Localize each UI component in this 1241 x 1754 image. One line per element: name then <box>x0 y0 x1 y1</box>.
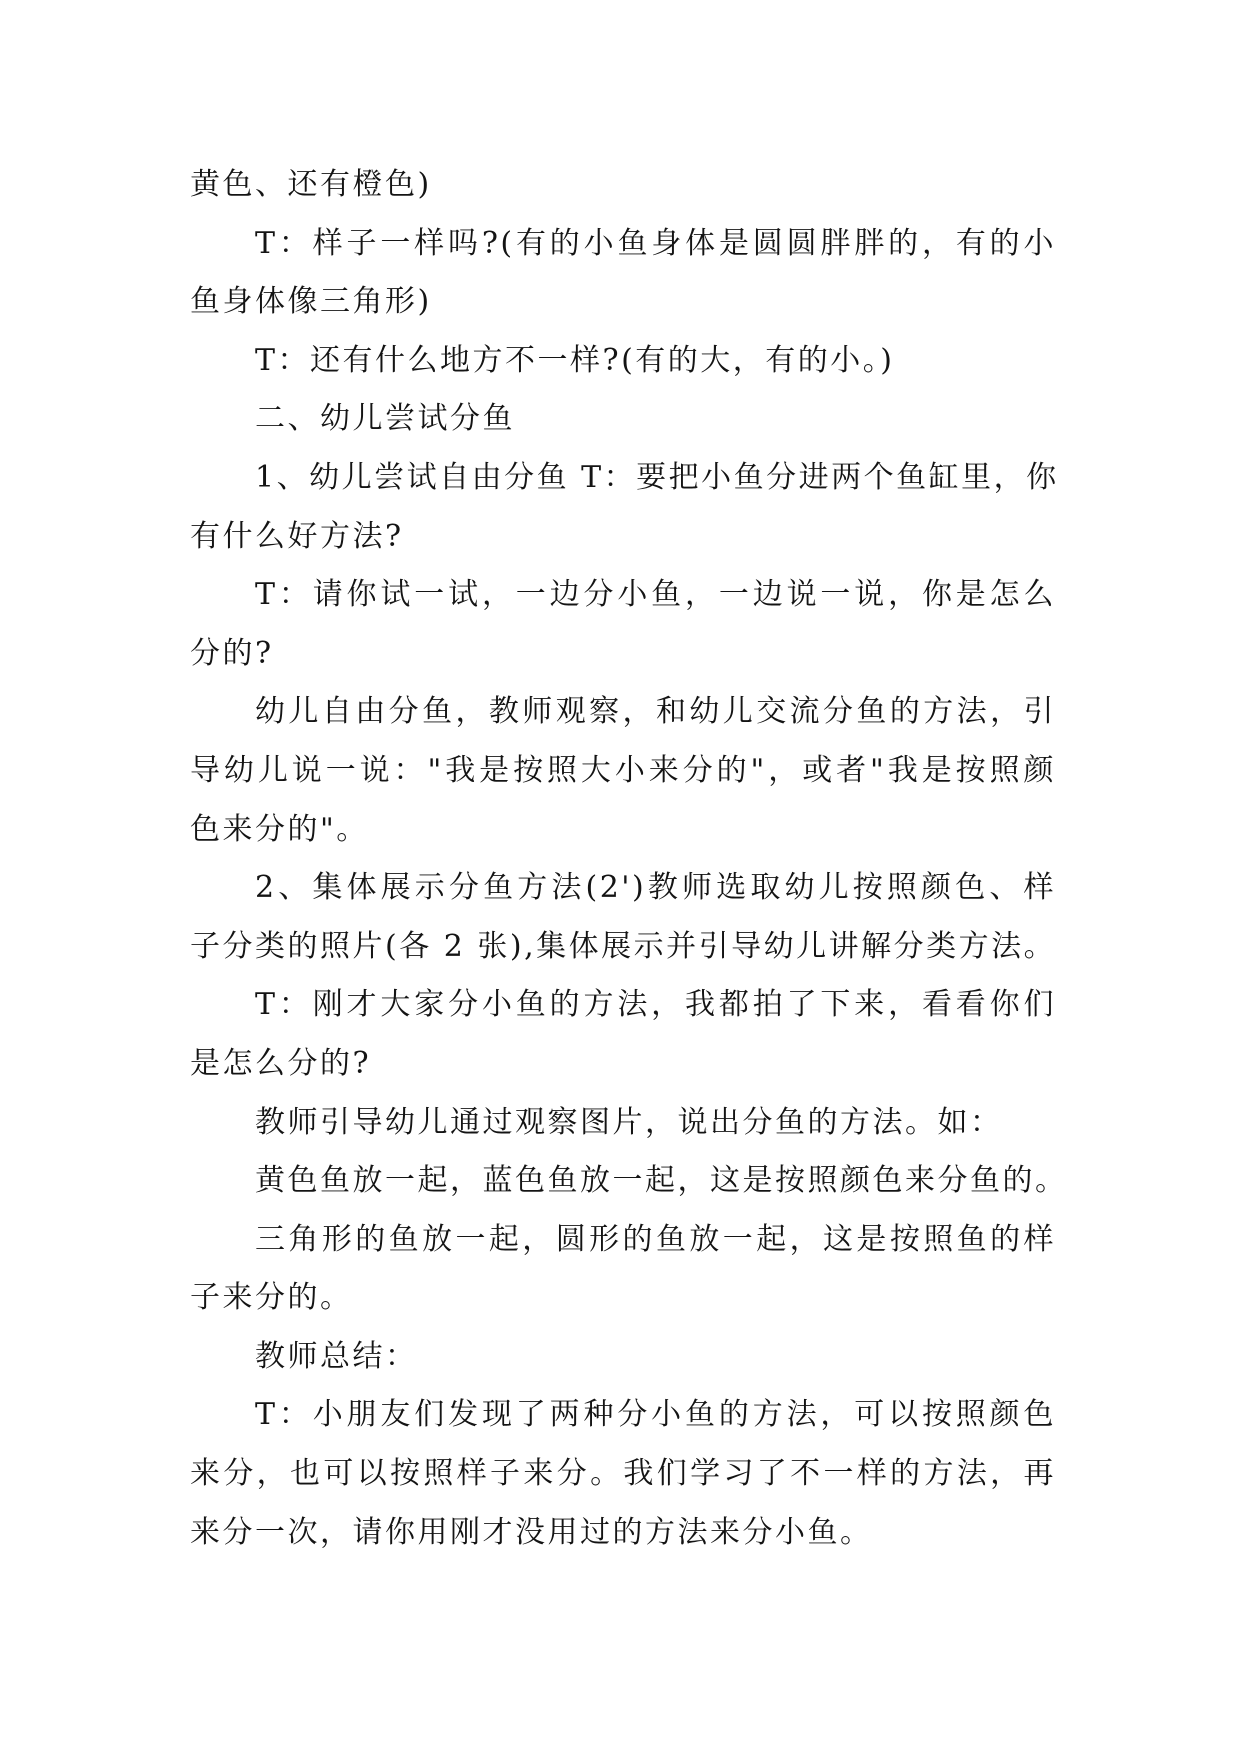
paragraph <box>190 1094 1056 1153</box>
text-line: 2、集体展示分鱼方法(2')教师选取幼儿按照颜色、样 <box>255 870 1056 906</box>
paragraph <box>190 215 1056 332</box>
text-line: 二、幼儿尝试分鱼 <box>255 401 515 437</box>
paragraph <box>190 1211 1056 1328</box>
paragraph <box>190 1386 1056 1562</box>
text-line: 分的? <box>190 635 274 671</box>
text-line: 幼儿自由分鱼，教师观察，和幼儿交流分鱼的方法，引 <box>255 694 1056 730</box>
paragraph <box>190 683 1056 859</box>
text-line: T：还有什么地方不一样?(有的大，有的小。) <box>255 342 895 378</box>
paragraph <box>190 566 1056 683</box>
paragraph <box>190 1152 1068 1211</box>
text-line: T：样子一样吗?(有的小鱼身体是圆圆胖胖的，有的小 <box>255 225 1056 261</box>
text-line: T：请你试一试，一边分小鱼，一边说一说，你是怎么 <box>255 577 1056 613</box>
text-line: 子来分的。 <box>190 1280 353 1316</box>
paragraph <box>190 332 1056 391</box>
text-line: 鱼身体像三角形) <box>190 284 432 320</box>
text-line: 1、幼儿尝试自由分鱼 T：要把小鱼分进两个鱼缸里，你 <box>255 459 1059 495</box>
text-line: T：刚才大家分小鱼的方法，我都拍了下来，看看你们 <box>255 987 1056 1023</box>
text-line: 教师引导幼儿通过观察图片，说出分鱼的方法。如： <box>255 1104 1003 1140</box>
text-line: T：小朋友们发现了两种分小鱼的方法，可以按照颜色 <box>255 1397 1056 1433</box>
text-line: 三角形的鱼放一起，圆形的鱼放一起，这是按照鱼的样 <box>255 1221 1056 1257</box>
text-line: 来分一次，请你用刚才没用过的方法来分小鱼。 <box>190 1514 873 1550</box>
document-body <box>190 156 1068 1562</box>
text-line: 来分，也可以按照样子来分。我们学习了不一样的方法，再 <box>190 1456 1056 1492</box>
section-heading <box>190 390 1056 449</box>
text-line: 有什么好方法? <box>190 518 404 554</box>
paragraph <box>190 976 1056 1093</box>
text-line: 导幼儿说一说："我是按照大小来分的"，或者"我是按照颜 <box>190 752 1056 788</box>
paragraph <box>190 1328 1056 1387</box>
text-line: 黄色鱼放一起，蓝色鱼放一起，这是按照颜色来分鱼的。 <box>255 1163 1068 1199</box>
text-line: 色来分的"。 <box>190 811 369 847</box>
text-line: 子分类的照片(各 2 张),集体展示并引导幼儿讲解分类方法。 <box>190 928 1057 964</box>
text-line: 是怎么分的? <box>190 1045 372 1081</box>
paragraph <box>190 156 1056 215</box>
paragraph <box>190 859 1056 976</box>
text-line: 教师总结： <box>255 1338 418 1374</box>
text-line: 黄色、还有橙色) <box>190 167 432 202</box>
paragraph <box>190 449 1059 566</box>
